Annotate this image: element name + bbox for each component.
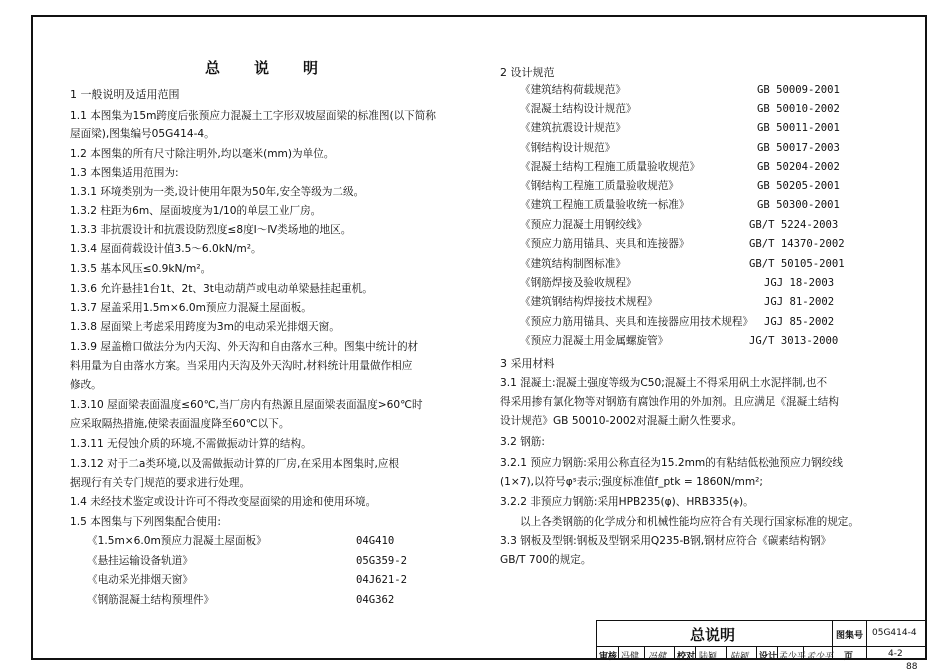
para-1-3-2: 1.3.2 柱距为6m、屋面坡度为1/10的单层工业厂房。 xyxy=(70,205,322,217)
para-1-3-9: 1.3.9 屋盖檐口做法分为内天沟、外天沟和自由落水三种。图集中统计的材 xyxy=(70,341,419,353)
page-number-cell: 4-2 xyxy=(888,649,903,659)
reviewer-signature: 冯健 xyxy=(648,652,667,662)
code-name: 《预应力筋用锚具、夹具和连接器》 xyxy=(520,238,690,250)
title-block-divider xyxy=(777,646,778,660)
para-3-2-1: 3.2.1 预应力钢筋:采用公称直径为15.2mm的有粘结低松弛预应力钢绞线 xyxy=(500,457,843,469)
section-2-heading: 2 设计规范 xyxy=(500,66,555,79)
checker-signature: 陆颖 xyxy=(730,652,749,662)
para-1-3-3: 1.3.3 非抗震设计和抗震设防烈度≤8度Ⅰ～Ⅳ类场地的地区。 xyxy=(70,224,352,236)
title-block-divider xyxy=(618,646,619,660)
code-name: 《建筑结构制图标准》 xyxy=(520,258,626,270)
para-1-5: 1.5 本图集与下列图集配合使用: xyxy=(70,516,221,528)
para-1-3-1: 1.3.1 环境类别为一类,设计使用年限为50年,安全等级为二级。 xyxy=(70,186,365,198)
reviewer-name: 冯健 xyxy=(621,652,640,662)
code-number: GB 50011-2001 xyxy=(757,122,840,134)
code-number: GB/T 5224-2003 xyxy=(749,219,839,231)
code-name: 《钢结构设计规范》 xyxy=(520,142,616,154)
code-number: GB/T 50105-2001 xyxy=(749,258,845,270)
code-number: GB 50204-2002 xyxy=(757,161,840,173)
para-1-3-10: 1.3.10 屋面梁表面温度≤60℃,当厂房内有热源且屋面梁表面温度>60℃时 xyxy=(70,399,423,411)
para-1-1-cont: 屋面梁),图集编号05G414-4。 xyxy=(70,128,215,140)
code-name: 《预应力混凝土用钢绞线》 xyxy=(520,219,648,231)
designer-name: 孟少平 xyxy=(779,652,807,662)
code-name: 《钢结构工程施工质量验收规范》 xyxy=(520,180,679,192)
code-name: 《混凝土结构设计规范》 xyxy=(520,103,637,115)
para-3-2-note: 以上各类钢筋的化学成分和机械性能均应符合有关现行国家标准的规定。 xyxy=(520,516,859,528)
code-number: GB 50300-2001 xyxy=(757,199,840,211)
para-3-2-1-cont: (1×7),以符号φˢ表示;强度标准值f_ptk = 1860N/mm²; xyxy=(500,476,763,488)
para-1-3-10-cont: 应采取隔热措施,使梁表面温度降至60℃以下。 xyxy=(70,418,290,430)
title-block-divider xyxy=(866,620,867,660)
para-1-2: 1.2 本图集的所有尺寸除注明外,均以毫米(mm)为单位。 xyxy=(70,148,335,160)
section-3-heading: 3 采用材料 xyxy=(500,357,555,370)
title-block-divider xyxy=(695,646,696,660)
code-number: GB 50205-2001 xyxy=(757,180,840,192)
code-name: 《预应力混凝土用金属螺旋管》 xyxy=(520,335,669,347)
code-number: JGJ 81-2002 xyxy=(764,296,835,308)
code-number: GB/T 14370-2002 xyxy=(749,238,845,250)
para-3-1: 3.1 混凝土:混凝土强度等级为C50;混凝土不得采用矾土水泥拌制,也不 xyxy=(500,377,828,389)
review-label: 审核 xyxy=(599,652,618,662)
designer-signature: 孟少平 xyxy=(806,652,834,662)
code-name: 《预应力筋用锚具、夹具和连接器应用技术规程》 xyxy=(520,316,754,328)
para-3-2-2: 3.2.2 非预应力钢筋:采用HPB235(φ)、HRB335(ⲫ)。 xyxy=(500,496,754,508)
para-1-3-4: 1.3.4 屋面荷载设计值3.5～6.0kN/m²。 xyxy=(70,243,262,255)
para-1-3: 1.3 本图集适用范围为: xyxy=(70,167,179,179)
para-1-3-5: 1.3.5 基本风压≤0.9kN/m²。 xyxy=(70,263,212,275)
para-1-3-6: 1.3.6 允许悬挂1台1t、2t、3t电动葫芦或电动单梁悬挂起重机。 xyxy=(70,283,373,295)
code-name: 《建筑抗震设计规范》 xyxy=(520,122,626,134)
atlas-name: 《钢筋混凝土结构预埋件》 xyxy=(87,594,215,606)
para-3-1-cont2: 设计规范》GB 50010-2002对混凝土耐久性要求。 xyxy=(500,415,743,427)
code-number: JGJ 85-2002 xyxy=(764,316,835,328)
atlas-name: 《悬挂运输设备轨道》 xyxy=(87,555,193,567)
code-name: 《建筑工程施工质量验收统一标准》 xyxy=(520,199,690,211)
para-1-3-12: 1.3.12 对于二a类环境,以及需做振动计算的厂房,在采用本图集时,应根 xyxy=(70,458,400,470)
title-block-divider xyxy=(756,646,757,660)
para-1-3-9-cont1: 料用量为自由落水方案。当采用内天沟及外天沟时,材料统计用量做作相应 xyxy=(70,360,413,372)
para-3-1-cont1: 得采用掺有氯化物等对钢筋有腐蚀作用的外加剂。且应满足《混凝土结构 xyxy=(500,396,839,408)
page-label: 页 xyxy=(844,652,854,662)
atlas-number: 05G414-4 xyxy=(872,628,917,638)
design-label: 设计 xyxy=(759,652,778,662)
section-1-heading: 1 一般说明及适用范围 xyxy=(70,88,180,101)
para-1-3-11: 1.3.11 无侵蚀介质的环境,不需做振动计算的结构。 xyxy=(70,438,312,450)
title-block-divider xyxy=(644,646,645,660)
atlas-name: 《1.5m×6.0m预应力混凝土屋面板》 xyxy=(87,535,267,547)
para-3-2: 3.2 钢筋: xyxy=(500,436,545,448)
para-1-3-8: 1.3.8 屋面梁上考虑采用跨度为3m的电动采光排烟天窗。 xyxy=(70,321,340,333)
atlas-code: 04G410 xyxy=(356,535,395,547)
code-number: GB 50010-2002 xyxy=(757,103,840,115)
atlas-code: 04G362 xyxy=(356,594,395,606)
para-1-3-9-cont2: 修改。 xyxy=(70,379,102,391)
atlas-code: 04J621-2 xyxy=(356,574,408,586)
checker-name: 陆颖 xyxy=(699,652,718,662)
atlas-number-label: 图集号 xyxy=(836,631,864,641)
check-label: 校对 xyxy=(677,652,696,662)
title-block-divider xyxy=(596,646,927,647)
code-number: JG/T 3013-2000 xyxy=(749,335,839,347)
code-name: 《建筑钢结构焊接技术规程》 xyxy=(520,296,658,308)
code-name: 《建筑结构荷载规范》 xyxy=(520,84,626,96)
title-block-title: 总说明 xyxy=(690,626,736,644)
para-1-1: 1.1 本图集为15m跨度后张预应力混凝土工字形双坡屋面梁的标准图(以下简称 xyxy=(70,110,436,122)
code-name: 《混凝土结构工程施工质量验收规范》 xyxy=(520,161,701,173)
title-block-divider xyxy=(674,646,675,660)
title-block-divider xyxy=(726,646,727,660)
para-1-3-12-cont: 据现行有关专门规范的要求进行处理。 xyxy=(70,477,251,489)
atlas-name: 《电动采光排烟天窗》 xyxy=(87,574,193,586)
para-3-3-cont: GB/T 700的规定。 xyxy=(500,554,592,566)
code-number: JGJ 18-2003 xyxy=(764,277,835,289)
code-number: GB 50009-2001 xyxy=(757,84,840,96)
sheet-number: 88 xyxy=(906,662,918,672)
document-title: 总说明 xyxy=(205,59,353,77)
para-1-4: 1.4 未经技术鉴定或设计许可不得改变屋面梁的用途和使用环境。 xyxy=(70,496,377,508)
atlas-code: 05G359-2 xyxy=(356,555,408,567)
code-number: GB 50017-2003 xyxy=(757,142,840,154)
para-3-3: 3.3 钢板及型钢:钢板及型钢采用Q235-B钢,钢材应符合《碳素结构钢》 xyxy=(500,535,832,547)
para-1-3-7: 1.3.7 屋盖采用1.5m×6.0m预应力混凝土屋面板。 xyxy=(70,302,312,314)
code-name: 《钢筋焊接及验收规程》 xyxy=(520,277,637,289)
